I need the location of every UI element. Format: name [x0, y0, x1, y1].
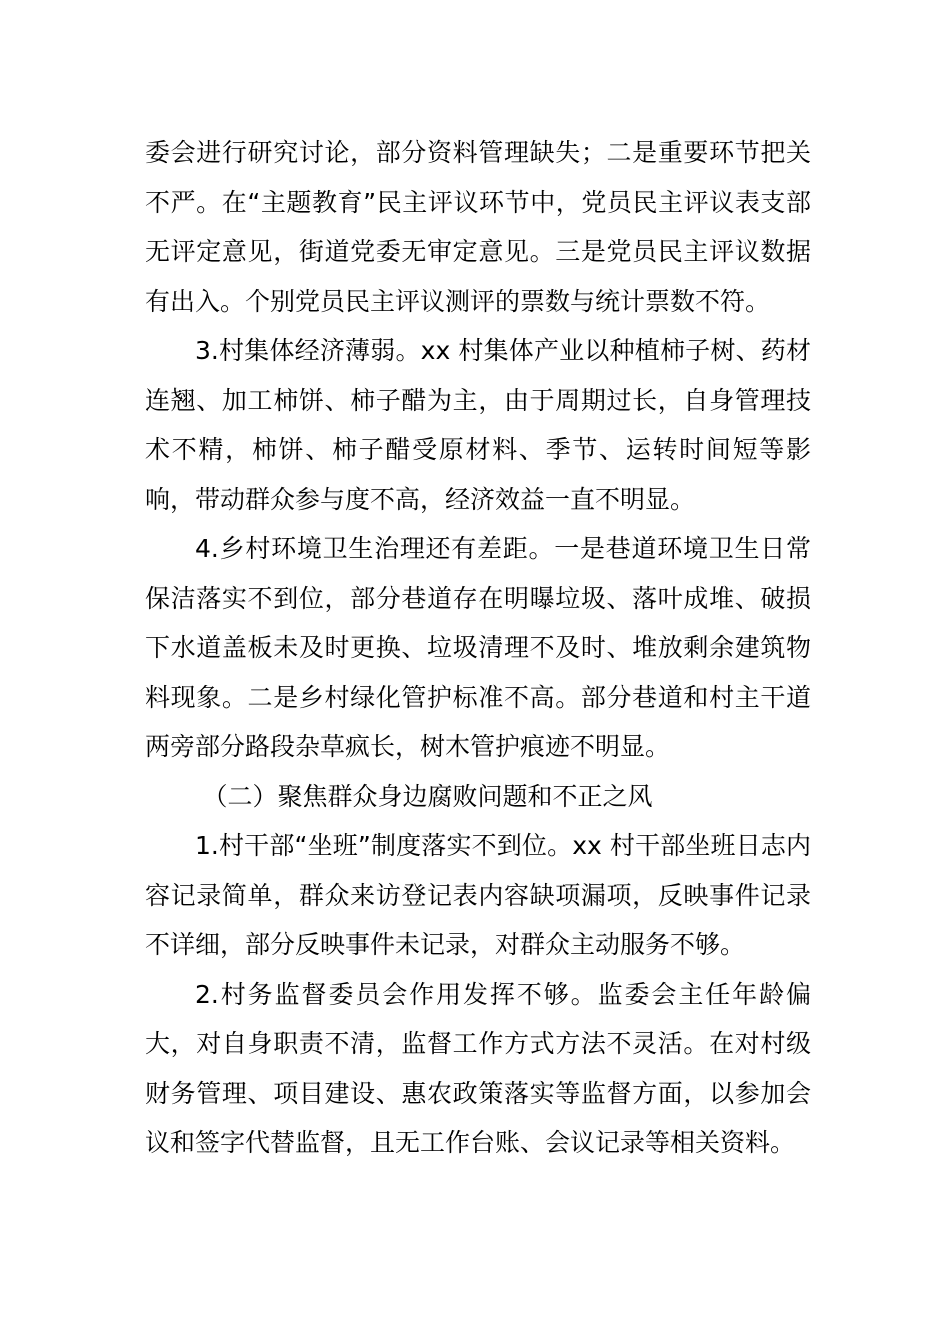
paragraph-continuation: 委会进行研究讨论，部分资料管理缺失；二是重要环节把关不严。在“主题教育”民主评议环节中，党员民主评议表支部无评定意见，街道党委无审定意见。三是党员民主评议数据有出入。个别党员民主评议测评的票数与统计票数不符。 — [145, 138, 811, 316]
section-heading-corruption: （二）聚焦群众身边腐败问题和不正之风 — [202, 781, 653, 811]
paragraph-office-duty: 1.村干部“坐班”制度落实不到位。xx 村干部坐班日志内容记录简单，群众来访登记表内容缺项漏项，反映事件记录不详细，部分反映事件未记录，对群众主动服务不够。 — [145, 831, 811, 959]
paragraph-village-economy: 3.村集体经济薄弱。xx 村集体产业以种植柿子树、药材连翘、加工柿饼、柿子醋为主，由于周期过长，自身管理技术不精，柿饼、柿子醋受原材料、季节、运转时间短等影响，带动群众参与度不高，经济效益一直不明显。 — [145, 336, 811, 514]
paragraph-supervision-committee: 2.村务监督委员会作用发挥不够。监委会主任年龄偏大，对自身职责不清，监督工作方式方法不灵活。在对村级财务管理、项目建设、惠农政策落实等监督方面，以参加会议和签字代替监督，且无工作台账、会议记录等相关资料。 — [145, 979, 811, 1157]
paragraph-environment-sanitation: 4.乡村环境卫生治理还有差距。一是巷道环境卫生日常保洁落实不到位，部分巷道存在明曝垃圾、落叶成堆、破损下水道盖板未及时更换、垃圾清理不及时、堆放剩余建筑物料现象。二是乡村绿化管护标准不高。部分巷道和村主干道两旁部分路段杂草疯长，树木管护痕迹不明显。 — [145, 534, 811, 761]
document-body — [145, 128, 811, 1168]
